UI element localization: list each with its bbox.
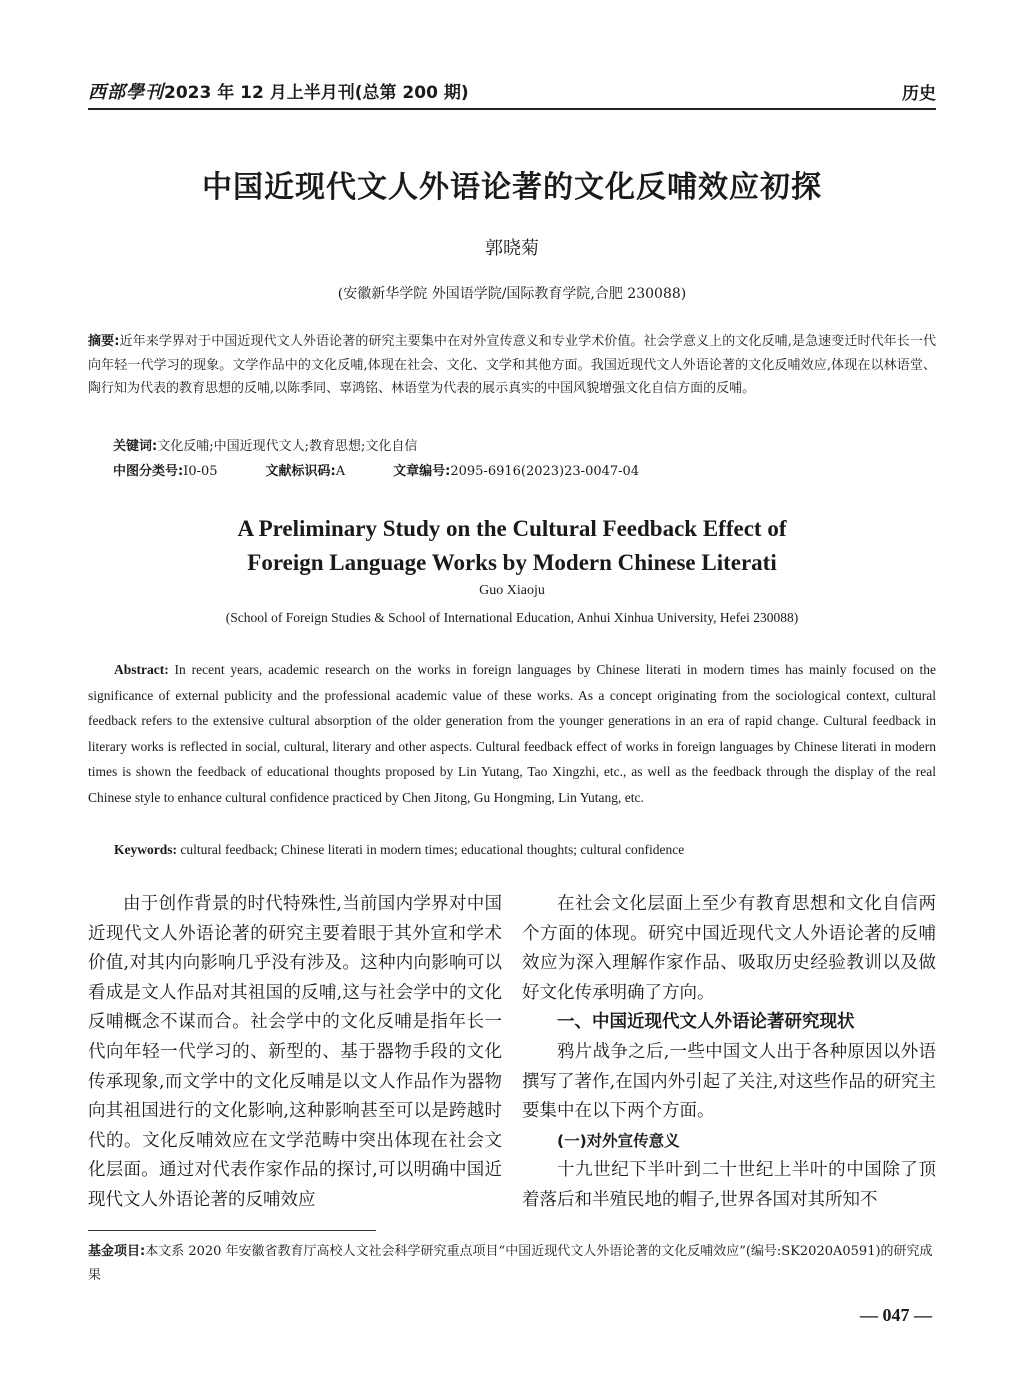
body-paragraph: 由于创作背景的时代特殊性,当前国内学界对中国近现代文人外语论著的研究主要着眼于其外宣和学术价值,对其内向影响几乎没有涉及。这种内向影响可以看成是文人作品对其祖国的反哺,这与社会学中的文化反哺概念不谋而合。社会学中的文化反哺是指年长一代向年轻一代学习的、新型的、基于器物手段的文化传承现象,而文学中的文化反哺是以文人作品作为器物向其祖国进行的文化影响,这种影响甚至可以是跨越时代的。文化反哺效应在文学范畴中突出体现在社会文化层面。通过对代表作家作品的探讨,可以明确中国近现代文人外语论著的反哺效应	[88, 894, 502, 1210]
issue-text: 2023 年 12 月上半月刊(总第 200 期)	[164, 83, 469, 103]
body-paragraph: 在社会文化层面上至少有教育思想和文化自信两个方面的体现。研究中国近现代文人外语论著的反哺效应为深入理解作家作品、吸取历史经验教训以及做好文化传承明确了方向。	[522, 894, 936, 1003]
classification-line	[113, 460, 687, 479]
body-paragraph: 鸦片战争之后,一些中国文人出于各种原因以外语撰写了著作,在国内外引起了关注,对这些作品的研究主要集中在以下两个方面。	[522, 1041, 936, 1122]
abstract-cn	[88, 330, 936, 401]
clc-label: 中图分类号:	[113, 464, 184, 479]
keywords-en-label: Keywords:	[114, 842, 177, 857]
doc-code	[266, 460, 346, 479]
fund-text: 本文系 2020 年安徽省教育厅高校人文社会科学研究重点项目“中国近现代文人外语论著的文化反哺效应”(编号:SK2020A0591)的研究成果	[88, 1244, 933, 1283]
body-column-left	[88, 890, 502, 1216]
abstract-en-text: In recent years, academic research on the works in foreign languages by Chinese literati in modern times has mainly focused on the significance of external publicity and the professional academic value of these works. As a concept originating from the sociological context, cultural feedback refers to the extensive cultural absorption of the older generation from the younger generations in an era of rapid change. Cultural feedback in literary works is reflected in social, cultural, literary and other aspects. Cultural feedback effect of works in foreign languages by Chinese literati in modern times is shown the feedback of educational thoughts proposed by Lin Yutang, Tao Xingzhi, etc., as well as the feedback through the display of the real Chinese style to enhance cultural confidence practiced by Chen Jitong, Gu Hongming, Lin Yutang, etc.	[88, 662, 936, 805]
article-number-label: 文章编号:	[393, 464, 451, 479]
section-name: 历史	[902, 84, 936, 104]
affiliation-en: (School of Foreign Studies & School of International Education, Anhui Xinhua University, Hefei 230088)	[225, 610, 799, 625]
abstract-en	[88, 657, 936, 811]
keywords-cn-label: 关键词:	[113, 439, 158, 454]
journal-issue	[88, 78, 469, 104]
abstract-cn-text: 近年来学界对于中国近现代文人外语论著的研究主要集中在对外宣传意义和专业学术价值。社会学意义上的文化反哺,是急速变迁时代年长一代向年轻一代学习的现象。文学作品中的文化反哺,体现在社会、文化、文学和其他方面。我国近现代文人外语论著的文化反哺效应,体现在以林语堂、陶行知为代表的教育思想的反哺,以陈季同、辜鸿铭、林语堂为代表的展示真实的中国风貌增强文化自信方面的反哺。	[88, 334, 936, 396]
keywords-cn	[113, 435, 417, 454]
subsection-heading-1: (一)对外宣传意义	[557, 1131, 680, 1150]
title-en-line-2: Foreign Language Works by Modern Chinese Literati	[247, 550, 777, 575]
article-number-value: 2095-6916(2023)23-0047-04	[450, 464, 640, 479]
doc-code-value: A	[335, 464, 346, 479]
page-number: — 047 —	[860, 1305, 932, 1325]
body-column-right	[522, 890, 936, 1216]
running-header	[88, 70, 936, 110]
paper-title-en	[0, 512, 1024, 580]
abstract-cn-label: 摘要:	[88, 334, 120, 349]
section-heading-1: 一、中国近现代文人外语论著研究现状	[557, 1012, 855, 1033]
keywords-en-text: cultural feedback; Chinese literati in modern times; educational thoughts; cultural confidence	[177, 842, 685, 857]
paper-title-cn: 中国近现代文人外语论著的文化反哺效应初探	[202, 170, 822, 205]
journal-logo: 西部學刊	[88, 82, 164, 103]
clc-number	[113, 460, 218, 479]
author-cn: 郭晓菊	[485, 238, 539, 259]
body-paragraph: 十九世纪下半叶到二十世纪上半叶的中国除了顶着落后和半殖民地的帽子,世界各国对其所知不	[522, 1160, 936, 1210]
fund-label: 基金项目:	[88, 1244, 146, 1259]
keywords-en	[114, 842, 684, 858]
doc-code-label: 文献标识码:	[265, 464, 336, 479]
author-en: Guo Xiaoju	[479, 583, 545, 598]
abstract-en-label: Abstract:	[114, 662, 169, 677]
title-en-line-1: A Preliminary Study on the Cultural Feedback Effect of	[237, 516, 787, 541]
clc-value: I0-05	[183, 464, 218, 479]
article-number	[393, 460, 639, 479]
footnote-rule	[88, 1230, 376, 1231]
fund-footnote	[88, 1240, 936, 1288]
keywords-cn-text: 文化反哺;中国近现代文人;教育思想;文化自信	[157, 439, 418, 454]
affiliation-cn: (安徽新华学院 外国语学院/国际教育学院,合肥 230088)	[337, 286, 687, 302]
